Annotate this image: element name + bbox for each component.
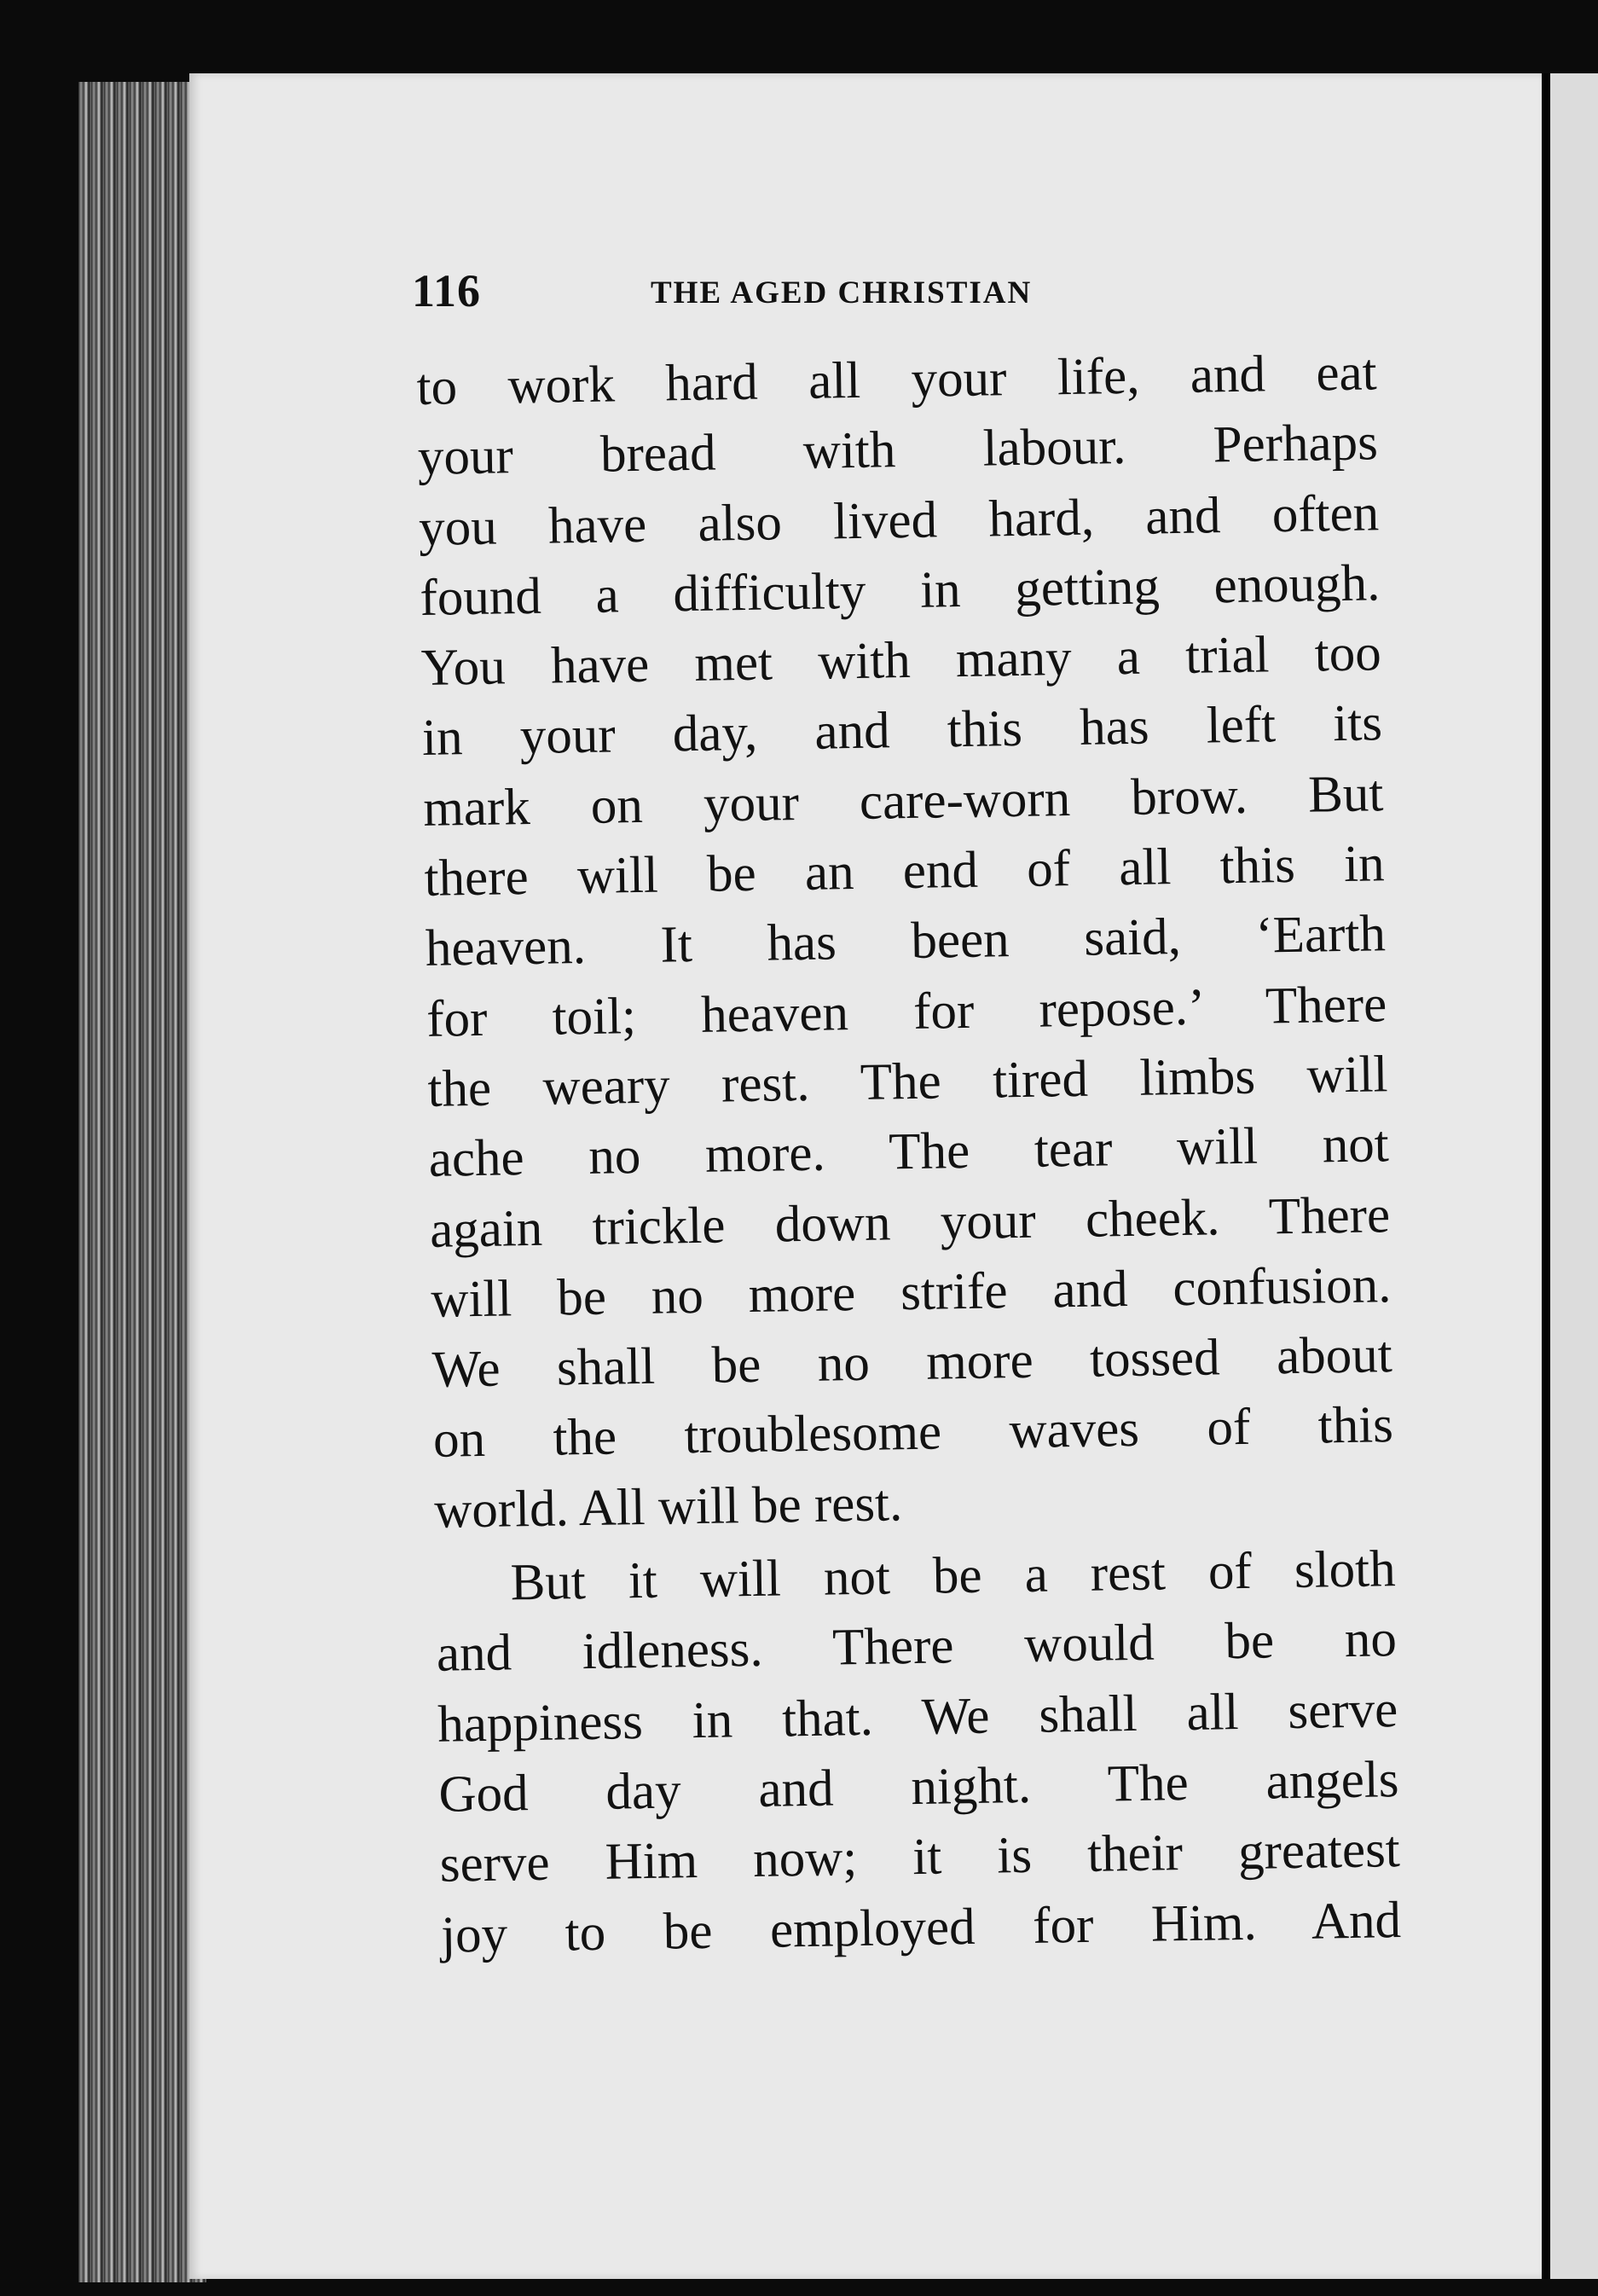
text-line: the weary rest. The tired limbs will [427, 1046, 1388, 1118]
text-line: you have also lived hard, and often [418, 484, 1380, 557]
text-line: heaven. It has been said, ‘Earth [425, 905, 1387, 978]
paragraph [435, 1534, 1402, 1970]
page-edges [78, 82, 206, 2282]
text-line: again trickle down your cheek. There [429, 1186, 1391, 1259]
paragraph [416, 338, 1395, 1546]
text-line: for toil; heaven for repose.’ There [426, 975, 1387, 1048]
text-line: found a difficulty in getting enough. [419, 554, 1381, 627]
page-number: 116 [412, 265, 482, 316]
text-line: there will be an end of all this in [424, 835, 1386, 907]
running-title: THE AGED CHRISTIAN [651, 275, 1033, 310]
text-line: But it will not be a rest of sloth [510, 1540, 1397, 1612]
text-line: in your day, and this has left its [421, 694, 1383, 768]
text-line: serve Him now; it is their greatest [439, 1821, 1401, 1894]
text-line: to work hard all your life, and eat [416, 344, 1378, 416]
text-line: will be no more strife and confusion. [430, 1256, 1392, 1329]
text-line: happiness in that. We shall all serve [437, 1680, 1398, 1754]
running-head [412, 264, 1111, 324]
text-line: and idleness. There would be no [436, 1610, 1398, 1684]
text-line: joy to be employed for Him. And [440, 1891, 1402, 1964]
text-line: world. All will be rest. [433, 1474, 903, 1539]
facing-page-edge [1550, 73, 1598, 2279]
text-line: mark on your care-worn brow. But [422, 765, 1384, 838]
text-line: on the troublesome waves of this [432, 1396, 1394, 1470]
body-text [416, 338, 1402, 1970]
page-gutter-rule [1542, 73, 1550, 2279]
text-line: You have met with many a trial too [420, 624, 1382, 698]
text-line: ache no more. The tear will not [428, 1116, 1390, 1189]
text-line: God day and night. The angels [438, 1751, 1399, 1823]
text-line: your bread with labour. Perhaps [417, 414, 1379, 487]
text-line: We shall be no more tossed about [431, 1326, 1393, 1400]
